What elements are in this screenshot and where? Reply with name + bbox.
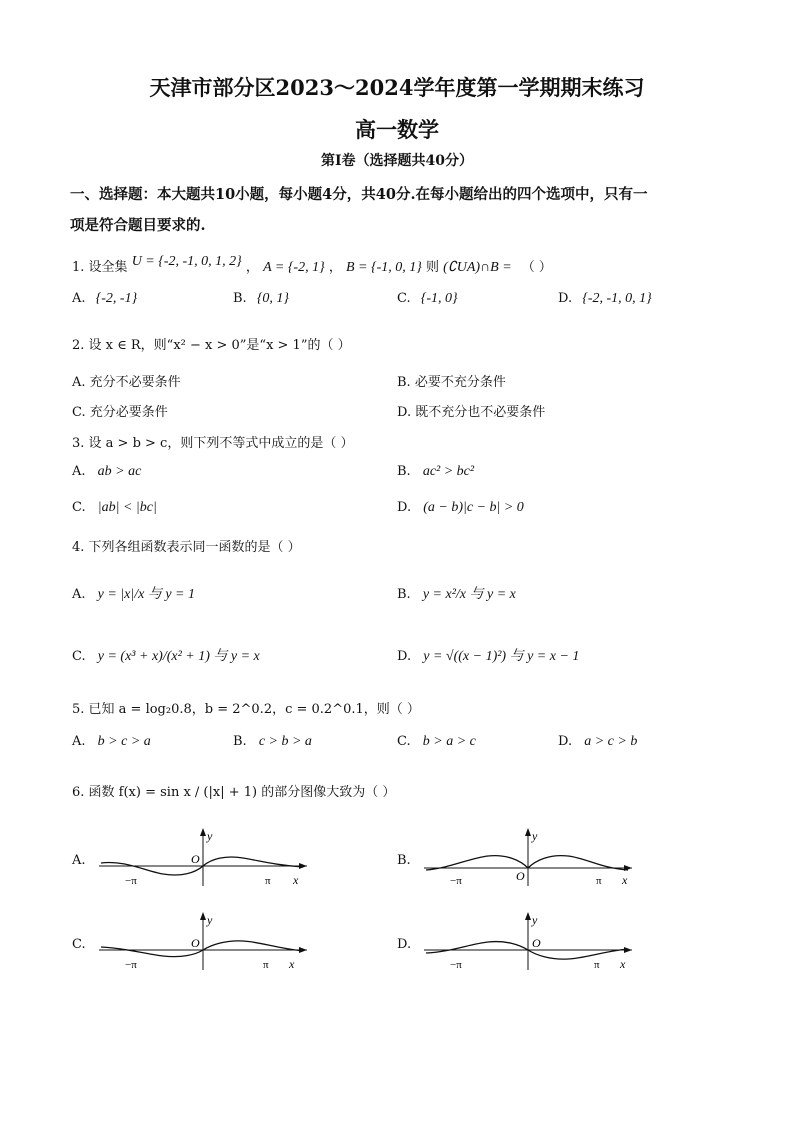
q4-option-a: A. y = |x|/x 与 y = 1 xyxy=(72,587,196,602)
neg-pi-label: −π xyxy=(450,959,462,971)
y-label: y xyxy=(532,913,538,927)
q4-option-d: D. y = √((x − 1)²) 与 y = x − 1 xyxy=(397,649,580,664)
pi-label: π xyxy=(596,875,602,887)
q3-option-d: D. (a − b)|c − b| > 0 xyxy=(397,500,524,515)
q1-set-a: A = {-2, 1} xyxy=(263,260,325,275)
origin-label: O xyxy=(516,869,525,883)
q6-graph-d xyxy=(420,910,640,974)
y-axis-arrow xyxy=(200,828,206,836)
neg-pi-label: −π xyxy=(125,875,137,887)
q6-option-a-label: A. xyxy=(72,853,86,868)
exam-title: 天津市部分区2023～2024学年度第一学期期末练习 xyxy=(149,75,645,100)
q6-graph-a xyxy=(95,826,315,890)
section-heading-line2: 项是符合题目要求的. xyxy=(70,217,206,234)
q6-option-d-label: D. xyxy=(397,937,412,952)
q1-mid: 则 xyxy=(425,260,439,275)
q5-option-a: A. b > c > a xyxy=(72,734,151,749)
origin-label: O xyxy=(532,936,541,950)
q1-set-b: B = {-1, 0, 1} xyxy=(345,260,422,275)
section-heading-line1: 一、选择题：本大题共10小题，每小题4分，共40分.在每小题给出的四个选项中，只有一 xyxy=(70,186,648,203)
q6-option-c-label: C. xyxy=(72,937,86,952)
question-2: 2. 设 x ∈ R，则“x² − x > 0”是“x > 1”的（ ） xyxy=(72,338,351,353)
q1-option-b: B. {0, 1} xyxy=(233,291,290,306)
y-label: y xyxy=(207,913,213,927)
question-3: 3. 设 a > b > c，则下列不等式中成立的是（ ） xyxy=(72,436,354,451)
y-axis-arrow xyxy=(525,828,531,836)
q5-option-b: B. c > b > a xyxy=(233,734,312,749)
q4-option-c: C. y = (x³ + x)/(x² + 1) 与 y = x xyxy=(72,649,260,664)
q6-option-b-label: B. xyxy=(397,853,411,868)
x-label: x xyxy=(293,873,299,887)
q1-prefix: 1. 设全集 xyxy=(72,260,128,275)
pi-label: π xyxy=(594,959,600,971)
x-label: x xyxy=(620,957,626,971)
origin-label: O xyxy=(191,852,200,866)
q6-graph-c xyxy=(95,910,315,974)
q2-option-a: A. 充分不必要条件 xyxy=(72,375,181,390)
q5-option-c: C. b > a > c xyxy=(397,734,476,749)
q3-option-b: B. ac² > bc² xyxy=(397,464,475,479)
exam-subtitle: 高一数学 xyxy=(355,117,439,142)
question-6: 6. 函数 f(x) = sin x / (|x| + 1) 的部分图像大致为（ ） xyxy=(72,785,396,800)
q2-option-d: D. 既不充分也不必要条件 xyxy=(397,405,546,420)
q3-option-a: A. ab > ac xyxy=(72,464,142,479)
x-label: x xyxy=(622,873,628,887)
q2-option-b: B. 必要不充分条件 xyxy=(397,375,506,390)
y-axis-arrow xyxy=(525,912,531,920)
y-label: y xyxy=(207,829,213,843)
q4-option-b: B. y = x²/x 与 y = x xyxy=(397,587,516,602)
question-1 xyxy=(72,256,552,276)
x-axis-arrow xyxy=(299,947,307,953)
pi-label: π xyxy=(263,959,269,971)
q1-set-u: U = {-2, -1, 0, 1, 2} xyxy=(131,254,242,269)
curve xyxy=(101,941,303,957)
y-axis-arrow xyxy=(200,912,206,920)
q1-option-a: A. {-2, -1} xyxy=(72,291,138,306)
x-axis-arrow xyxy=(624,947,632,953)
pi-label: π xyxy=(265,875,271,887)
q5-option-d: D. a > c > b xyxy=(558,734,638,749)
q1-blank: （ ） xyxy=(521,260,552,275)
y-label: y xyxy=(532,829,538,843)
volume-heading: 第Ⅰ卷（选择题共40分） xyxy=(320,153,474,169)
q1-sep2: ， xyxy=(328,260,342,275)
q1-sep1: ， xyxy=(245,260,259,275)
x-axis-arrow xyxy=(299,863,307,869)
q3-option-c: C. |ab| < |bc| xyxy=(72,500,157,515)
q6-graph-b xyxy=(420,826,640,890)
neg-pi-label: −π xyxy=(450,875,462,887)
x-label: x xyxy=(289,957,295,971)
question-5: 5. 已知 a = log₂0.8，b = 2^0.2，c = 0.2^0.1，则（ ） xyxy=(72,702,420,717)
origin-label: O xyxy=(191,936,200,950)
q1-option-c: C. {-1, 0} xyxy=(397,291,458,306)
q1-option-d: D. {-2, -1, 0, 1} xyxy=(558,291,652,306)
q1-expression: (∁UA)∩B = xyxy=(443,260,512,275)
neg-pi-label: −π xyxy=(125,959,137,971)
q2-option-c: C. 充分必要条件 xyxy=(72,405,168,420)
question-4: 4. 下列各组函数表示同一函数的是（ ） xyxy=(72,540,301,555)
